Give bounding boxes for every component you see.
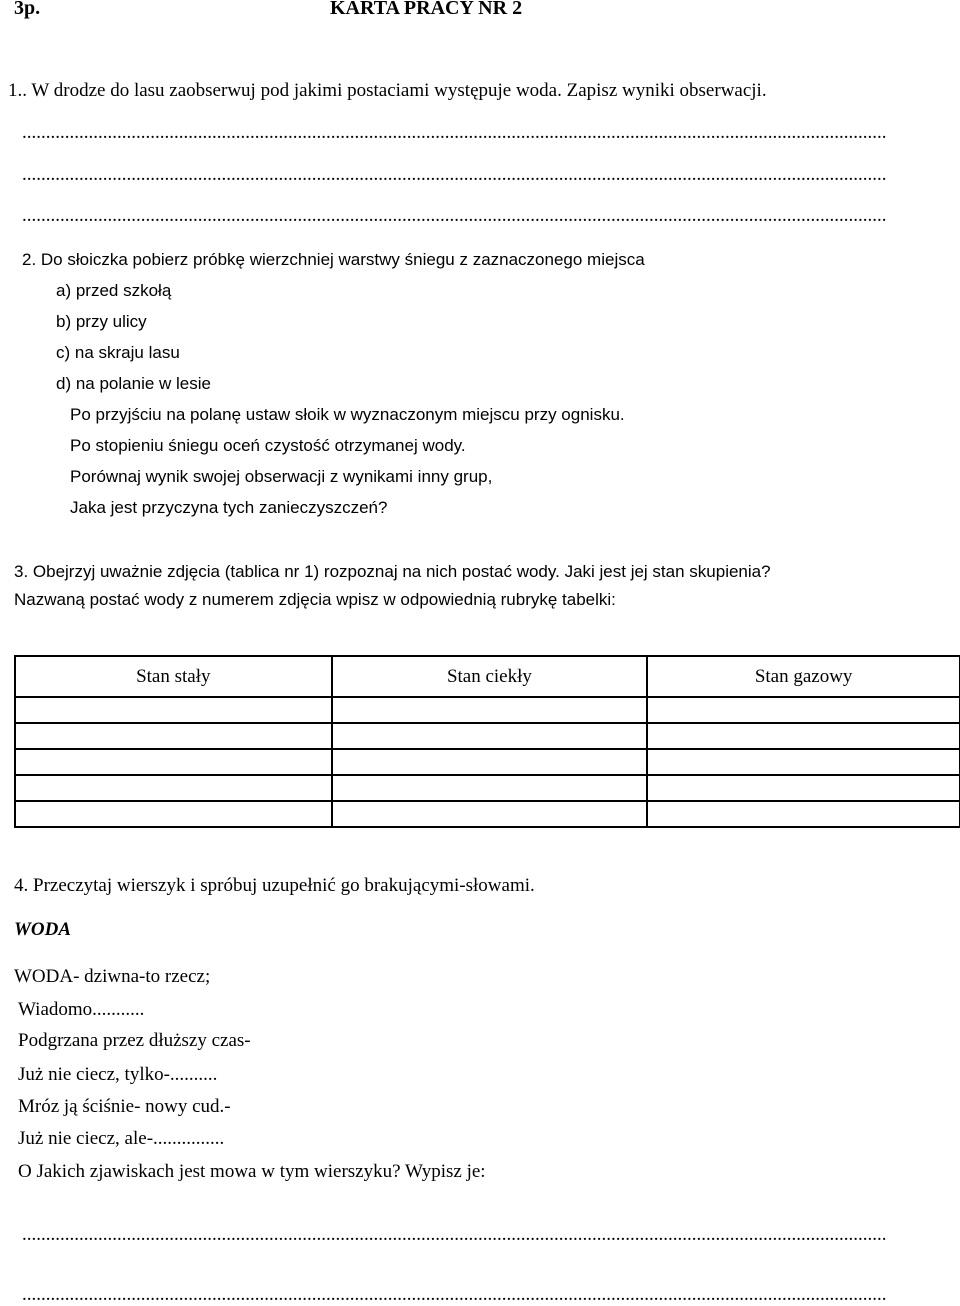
task1-answer-line[interactable]: ...................................................................................................................................................................................... — [22, 122, 887, 143]
task4-instruction: 4. Przeczytaj wierszyk i spróbuj uzupełnić go brakującymi-słowami. — [14, 875, 535, 896]
table-row — [15, 775, 960, 801]
table-cell-liquid[interactable] — [332, 723, 648, 749]
task2-step: Porównaj wynik swojej obserwacji z wynikami inny grup, — [70, 467, 493, 486]
table-header-row — [15, 656, 960, 697]
page-title: KARTA PRACY NR 2 — [330, 0, 523, 19]
poem-line: Mróz ją ściśnie- nowy cud.- — [18, 1096, 231, 1117]
task2-option: a) przed szkołą — [56, 281, 172, 300]
poem-line: Podgrzana przez dłuższy czas- — [18, 1030, 251, 1051]
table-cell-solid[interactable] — [15, 749, 332, 775]
task1-instruction: 1.. W drodze do lasu zaobserwuj pod jakimi postaciami występuje woda. Zapisz wyniki obserwacji. — [8, 80, 767, 101]
table-cell-solid[interactable] — [15, 801, 332, 827]
table-cell-liquid[interactable] — [332, 749, 648, 775]
task1-answer-line[interactable]: ...................................................................................................................................................................................... — [22, 205, 887, 226]
table-cell-solid[interactable] — [15, 723, 332, 749]
table-cell-gas[interactable] — [647, 723, 960, 749]
header-liquid: Stan ciekły — [332, 656, 648, 697]
table-cell-solid[interactable] — [15, 775, 332, 801]
grade-label: 3p. — [14, 0, 41, 19]
header-gas: Stan gazowy — [647, 656, 960, 697]
table-cell-gas[interactable] — [647, 697, 960, 723]
task2-step: Jaka jest przyczyna tych zanieczyszczeń? — [70, 498, 388, 517]
poem-line: Już nie ciecz, ale-............... — [18, 1128, 225, 1149]
table-cell-liquid[interactable] — [332, 801, 648, 827]
task4-answer-line[interactable]: ...................................................................................................................................................................................... — [22, 1284, 887, 1305]
task4-answer-line[interactable]: ...................................................................................................................................................................................... — [22, 1224, 887, 1245]
task2-step: Po stopieniu śniegu oceń czystość otrzymanej wody. — [70, 436, 466, 455]
task2-option: b) przy ulicy — [56, 312, 147, 331]
task3-instruction-2: Nazwaną postać wody z numerem zdjęcia wpisz w odpowiednią rubrykę tabelki: — [14, 590, 616, 609]
task2-step: Po przyjściu na polanę ustaw słoik w wyznaczonym miejscu przy ognisku. — [70, 405, 625, 424]
table-row — [15, 697, 960, 723]
table-cell-gas[interactable] — [647, 801, 960, 827]
table-row — [15, 749, 960, 775]
table-cell-liquid[interactable] — [332, 697, 648, 723]
task2-instruction: 2. Do słoiczka pobierz próbkę wierzchniej warstwy śniegu z zaznaczonego miejsca — [22, 250, 645, 269]
poem-line: Wiadomo........... — [18, 999, 145, 1020]
states-table — [14, 655, 960, 828]
poem-line: Już nie ciecz, tylko-.......... — [18, 1064, 218, 1085]
task1-answer-line[interactable]: ...................................................................................................................................................................................... — [22, 164, 887, 185]
table-cell-gas[interactable] — [647, 775, 960, 801]
task2-option: d) na polanie w lesie — [56, 374, 211, 393]
header-solid: Stan stały — [15, 656, 332, 697]
poem-title: WODA — [14, 919, 72, 940]
table-row — [15, 723, 960, 749]
poem-line: WODA- dziwna-to rzecz; — [14, 966, 211, 987]
task4-question: O Jakich zjawiskach jest mowa w tym wierszyku? Wypisz je: — [18, 1161, 486, 1182]
task2-option: c) na skraju lasu — [56, 343, 180, 362]
task3-instruction: 3. Obejrzyj uważnie zdjęcia (tablica nr 1) rozpoznaj na nich postać wody. Jaki jest jej stan skupienia? — [14, 562, 771, 581]
table-cell-liquid[interactable] — [332, 775, 648, 801]
table-row — [15, 801, 960, 827]
table-cell-solid[interactable] — [15, 697, 332, 723]
table-cell-gas[interactable] — [647, 749, 960, 775]
